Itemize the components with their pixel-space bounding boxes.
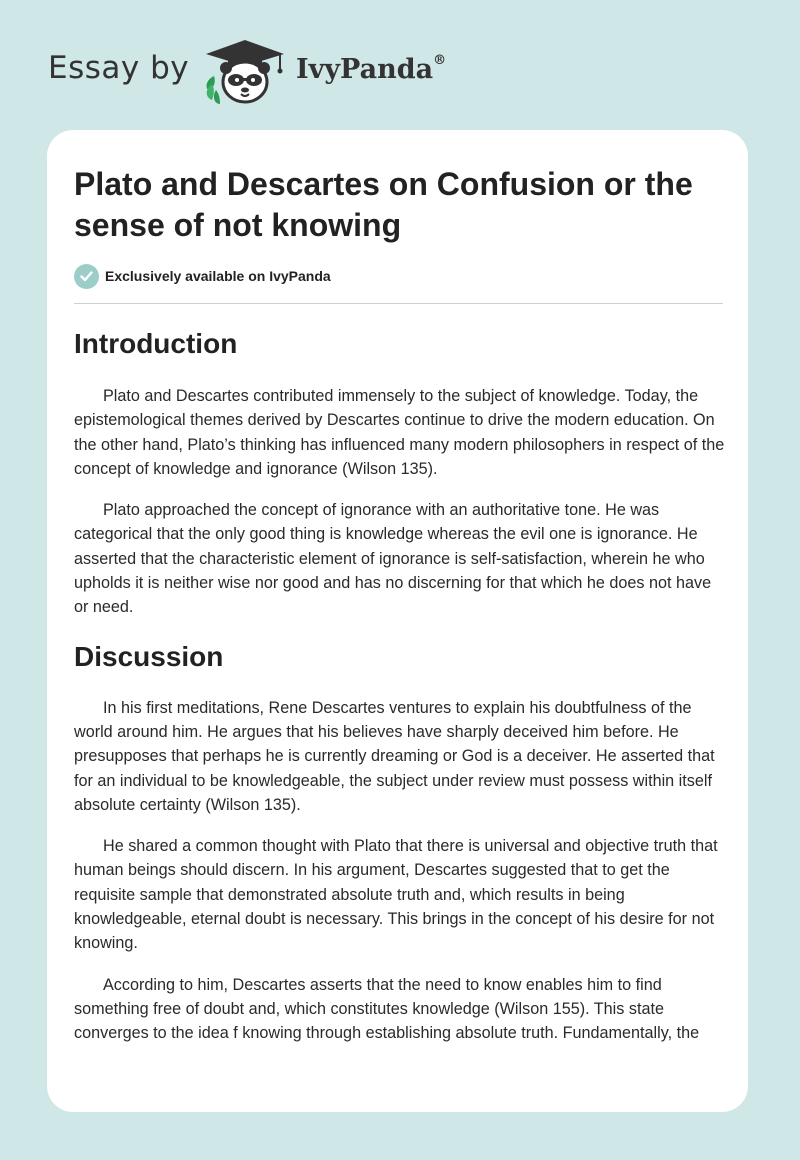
brand-name[interactable]: IvyPanda® <box>296 53 447 85</box>
paragraph: Plato approached the concept of ignorance with an authoritative tone. He was categorical that the only good thing is knowledge whereas the evil one is ignorance. He asserted that the characteristic element of ignorance is self-satisfaction, wherein he who upholds it is neither wise nor good and has no discerning for that which he does not have or need. <box>74 501 712 617</box>
document-body <box>74 320 726 1046</box>
check-icon <box>74 264 99 289</box>
paragraph: In his first meditations, Rene Descartes ventures to explain his doubtfulness of the world around him. He argues that his believes have sharply deceived him before. He presupposes that perhaps he is currently dreaming or God is a deceiver. He asserted that for an individual to be knowledgeable, the subject under review must possess within itself absolute certainty (Wilson 135). <box>74 698 715 814</box>
paragraph: He shared a common thought with Plato that there is universal and objective truth that human beings should discern. In his argument, Descartes suggested that to get the requisite sample that demonstrated absolute truth and, which results in being knowledgeable, eternal doubt is necessary. This brings in the concept of his desire for not knowing. <box>74 837 718 953</box>
section-heading-introduction: Introduction <box>74 328 238 359</box>
title-divider <box>74 303 723 304</box>
paragraph: According to him, Descartes asserts that the need to know enables him to find something free of doubt and, which constitutes knowledge (Wilson 155). This state converges to the idea f knowing through establishing absolute truth. Fundamentally, the <box>74 975 700 1043</box>
document-card <box>47 130 748 1112</box>
badge-text: Exclusively available on IvyPanda <box>105 268 331 284</box>
paragraph: Plato and Descartes contributed immensely to the subject of knowledge. Today, the epistemological themes derived by Descartes continue to drive the modern education. On the other hand, Plato’s thinking has influenced many modern philosophers in respect of the concept of knowledge and ignorance (Wilson 135). <box>74 387 725 478</box>
panda-graduate-icon[interactable] <box>200 36 290 108</box>
document-title: Plato and Descartes on Confusion or the sense of not knowing <box>74 166 693 243</box>
exclusive-badge <box>74 263 331 289</box>
essay-by-label: Essay by <box>48 50 190 86</box>
registered-mark: ® <box>433 53 447 68</box>
section-heading-discussion: Discussion <box>74 640 224 672</box>
site-header <box>0 0 800 130</box>
